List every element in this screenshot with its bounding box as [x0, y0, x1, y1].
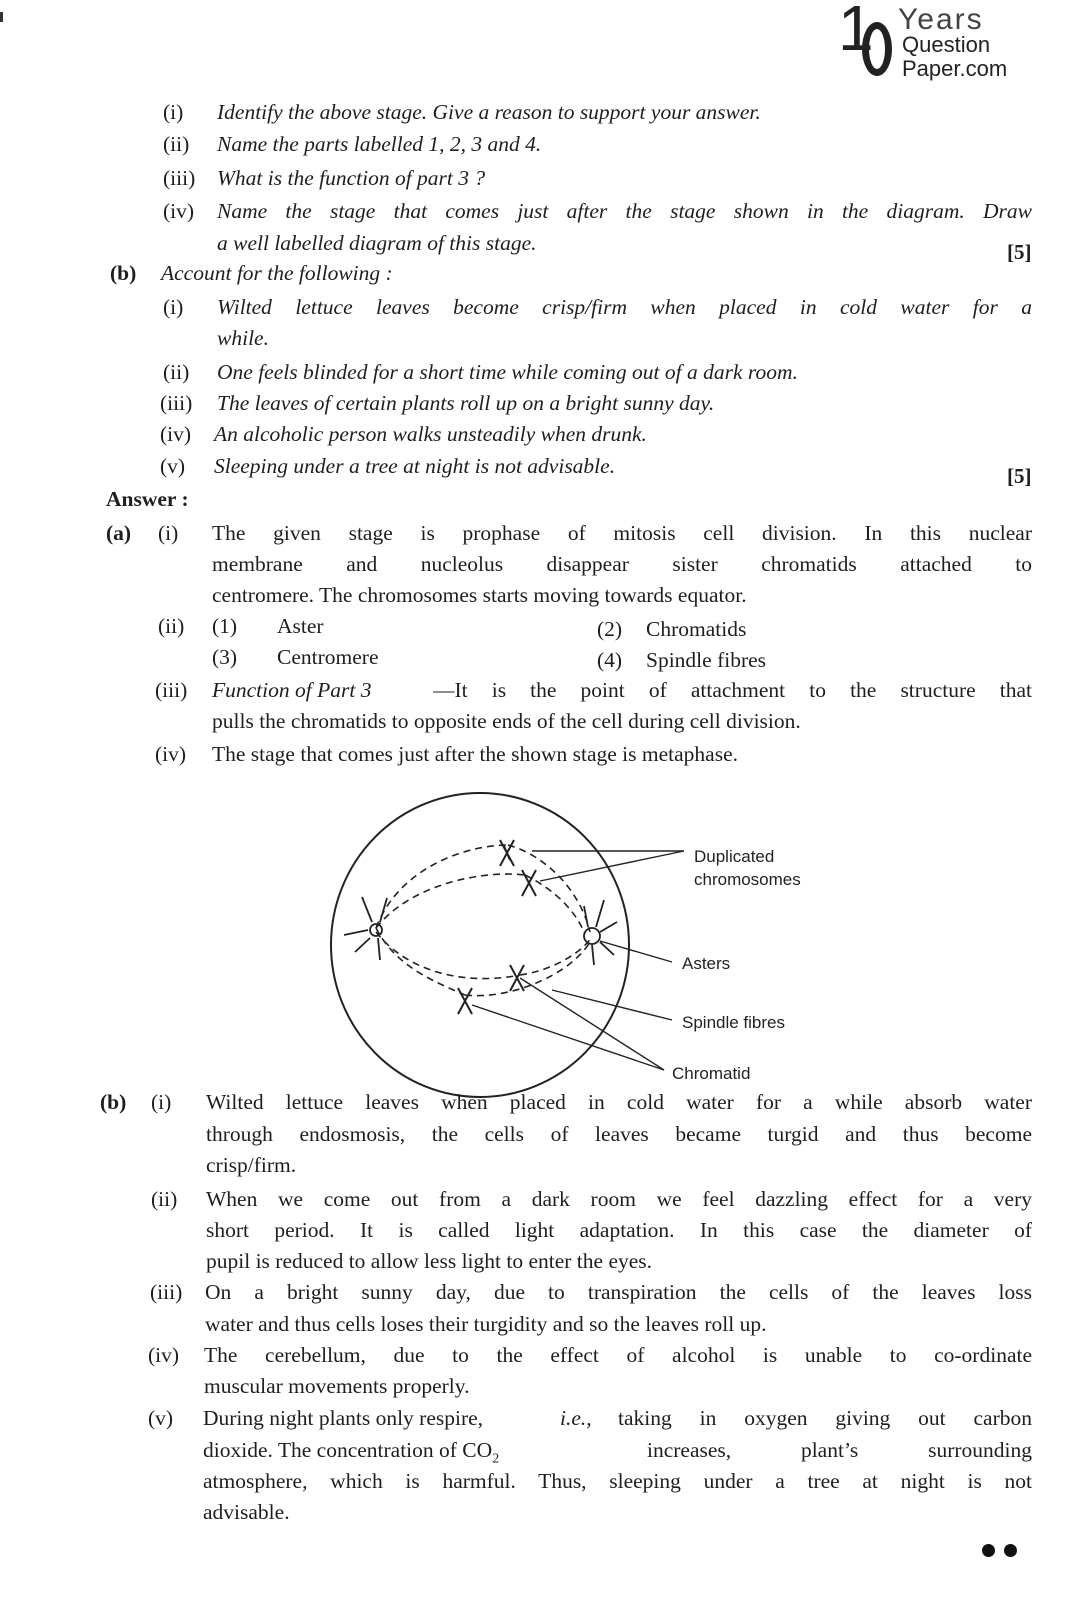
q-b-ii-num: (ii): [163, 360, 190, 384]
ans-b-iv-num: (iv): [148, 1343, 180, 1367]
logo-paper: Paper.com: [902, 56, 1008, 81]
label-duplicated: Duplicated: [694, 847, 775, 866]
ans-b-iv-line2: muscular movements properly.: [204, 1374, 470, 1398]
q-b-intro: Account for the following :: [161, 261, 393, 285]
ans-b-v-line1a: During night plants only respire,: [203, 1406, 484, 1430]
q-a-iv-line2: a well labelled diagram of this stage.: [217, 231, 537, 255]
ans-b-v-line2a-text: dioxide. The concentration of CO: [203, 1438, 493, 1462]
ans-b-label: (b): [100, 1090, 127, 1114]
ans-b-ii-num: (ii): [151, 1187, 178, 1211]
q-b-ii-text: One feels blinded for a short time while coming out of a dark room.: [217, 360, 798, 384]
q-a-i-text: Identify the above stage. Give a reason to support your answer.: [217, 100, 761, 124]
q-b-iii-num: (iii): [160, 391, 193, 415]
ans-a-i-line3: centromere. The chromosomes starts moving towards equator.: [212, 583, 747, 607]
ans-b-v-line2b: increases, plant’s surrounding: [647, 1438, 1032, 1462]
q-b-v-text: Sleeping under a tree at night is not advisable.: [214, 454, 616, 478]
spindle-fibres: [376, 845, 592, 996]
ans-a-iii-label: Function of Part 3: [212, 678, 372, 702]
ans-a-iii-line2: pulls the chromatids to opposite ends of the cell during cell division.: [212, 709, 801, 733]
q-b-i-num: (i): [163, 295, 184, 319]
ans-b-v-line1b: taking in oxygen giving out carbon: [618, 1406, 1032, 1430]
ans-a-ii-num: (ii): [158, 614, 185, 638]
ans-a-iii-num: (iii): [155, 678, 188, 702]
part-4-num: (4): [597, 648, 623, 672]
ans-b-iii-num: (iii): [150, 1280, 183, 1304]
logo-question: Question: [902, 32, 991, 57]
q-b-iii-text: The leaves of certain plants roll up on a bright sunny day.: [217, 391, 715, 415]
ans-b-i-num: (i): [151, 1090, 172, 1114]
ans-a-i-line1: The given stage is prophase of mitosis cell division. In this nuclear: [212, 521, 1032, 545]
q-b-iv-text: An alcoholic person walks unsteadily when drunk.: [214, 422, 647, 446]
q-b-v-num: (v): [160, 454, 186, 478]
ans-b-i-line1: Wilted lettuce leaves when placed in cold water for a while absorb water: [206, 1090, 1032, 1114]
ans-b-v-line1-ie: i.e.,: [560, 1406, 592, 1430]
ans-a-i-num: (i): [158, 521, 179, 545]
aster-right: [584, 900, 617, 965]
q-a-iii-num: (iii): [163, 166, 196, 190]
q-a-ii-text: Name the parts labelled 1, 2, 3 and 4.: [217, 132, 542, 156]
ans-b-ii-line3: pupil is reduced to allow less light to enter the eyes.: [206, 1249, 653, 1273]
ans-b-iv-line1: The cerebellum, due to the effect of alcohol is unable to co-ordinate: [204, 1343, 1032, 1367]
end-dot-left: [982, 1544, 995, 1557]
q-b-label: (b): [110, 261, 137, 285]
q-a-iv-num: (iv): [163, 199, 195, 223]
q-b-marks: [5]: [1007, 464, 1032, 488]
q-b-i-line2: while.: [217, 326, 269, 350]
label-chromosomes: chromosomes: [694, 870, 801, 889]
q-a-iv-line1: Name the stage that comes just after the stage shown in the diagram. Draw: [217, 199, 1032, 223]
part-3-name: Centromere: [277, 645, 379, 669]
ans-b-iii-line2: water and thus cells loses their turgidity and so the leaves roll up.: [205, 1312, 767, 1336]
ans-a-iv-text: The stage that comes just after the shown stage is metaphase.: [212, 742, 738, 766]
end-dot-right: [1004, 1544, 1017, 1557]
ans-a-iv-num: (iv): [155, 742, 187, 766]
ans-a-iii-line1: —It is the point of attachment to the structure that: [433, 678, 1032, 702]
q-b-iv-num: (iv): [160, 422, 192, 446]
q-b-i-line1: Wilted lettuce leaves become crisp/firm when placed in cold water for a: [217, 295, 1032, 319]
ans-a-label: (a): [106, 521, 132, 545]
q-a-marks: [5]: [1007, 240, 1032, 264]
ans-b-i-line3: crisp/firm.: [206, 1153, 297, 1177]
label-chromatid: Chromatid: [672, 1064, 751, 1083]
label-asters: Asters: [682, 954, 731, 973]
label-spindle: Spindle fibres: [682, 1013, 786, 1032]
answer-heading: Answer :: [106, 487, 189, 511]
q-a-i-num: (i): [163, 100, 184, 124]
part-1-name: Aster: [277, 614, 324, 638]
ans-b-ii-line2: short period. It is called light adaptation. In this case the diameter of: [206, 1218, 1032, 1242]
logo-years: Years: [898, 3, 984, 36]
ans-b-i-line2: through endosmosis, the cells of leaves became turgid and thus become: [206, 1122, 1032, 1146]
part-4-name: Spindle fibres: [646, 648, 767, 672]
part-3-num: (3): [212, 645, 238, 669]
logo-numeral-one: 1: [838, 0, 874, 64]
part-2-num: (2): [597, 617, 623, 641]
ans-b-v-line4: advisable.: [203, 1500, 290, 1524]
ans-b-v-line3: atmosphere, which is harmful. Thus, sleeping under a tree at night is not: [203, 1469, 1032, 1493]
part-1-num: (1): [212, 614, 238, 638]
q-a-ii-num: (ii): [163, 132, 190, 156]
ans-a-i-line2: membrane and nucleolus disappear sister chromatids attached to: [212, 552, 1032, 576]
ans-b-iii-line1: On a bright sunny day, due to transpiration the cells of the leaves loss: [205, 1280, 1032, 1304]
aster-left: [344, 897, 387, 960]
label-lines: [472, 851, 684, 1070]
ans-b-v-num: (v): [148, 1406, 174, 1430]
co2-subscript: 2: [492, 1451, 500, 1467]
q-a-iii-text: What is the function of part 3 ?: [217, 166, 486, 190]
ans-b-ii-line1: When we come out from a dark room we feel dazzling effect for a very: [206, 1187, 1032, 1211]
part-2-name: Chromatids: [646, 617, 747, 641]
